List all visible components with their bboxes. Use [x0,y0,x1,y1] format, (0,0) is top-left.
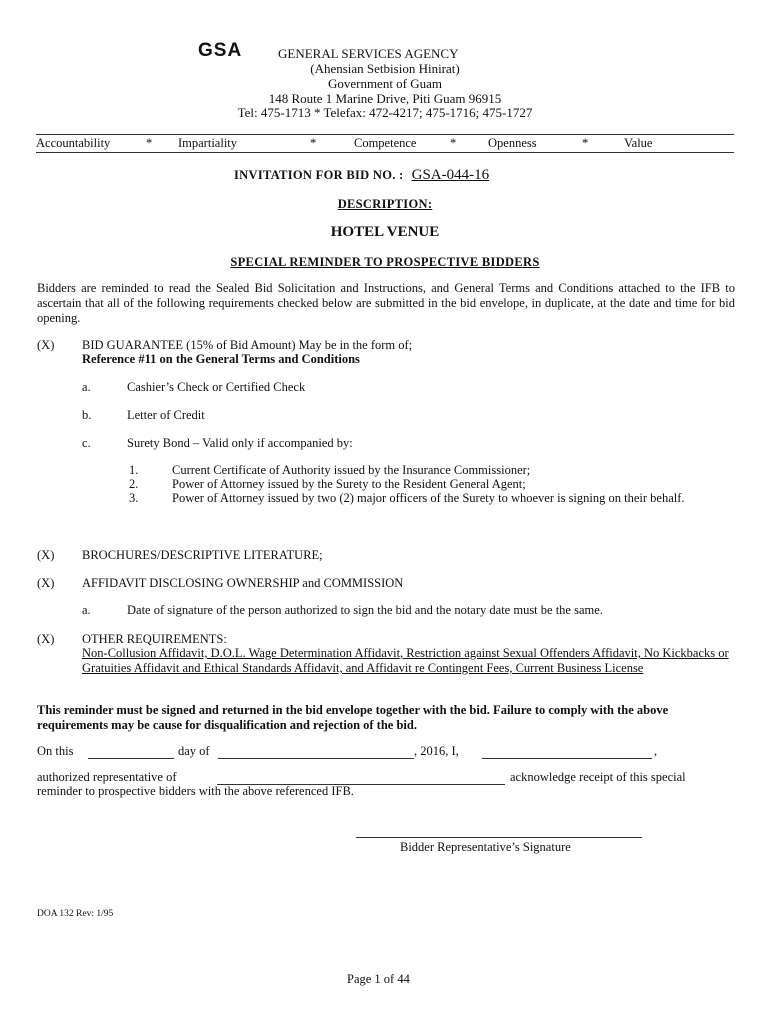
agency-subtitle: (Ahensian Setbision Hinirat) [310,61,460,76]
agency-phone: Tel: 475-1713 * Telefax: 472-4217; 475-1716; 475-1727 [237,105,533,120]
option-letter: b. [82,408,92,422]
description-value: HOTEL VENUE [330,224,440,240]
page-number: Page 1 of 44 [347,972,410,986]
invitation-label: INVITATION FOR BID NO. : [234,168,404,182]
other-text: OTHER REQUIREMENTS: [82,632,227,646]
bid-guarantee-reference: Reference #11 on the General Terms and Conditions [82,352,360,366]
ack-line2: reminder to prospective bidders with the above referenced IFB. [37,784,354,798]
value-competence: Competence [354,136,417,150]
value-separator: * [582,136,589,150]
option-surety-bond: Surety Bond – Valid only if accompanied by: [127,436,353,450]
value-accountability: Accountability [36,136,111,150]
signature-line[interactable] [356,837,642,838]
bid-guarantee-text: BID GUARANTEE (15% of Bid Amount) May be in the form of; [82,338,413,352]
option-letter-of-credit: Letter of Credit [127,408,205,422]
surety-item-number: 1. [129,463,139,477]
surety-item-text: Power of Attorney issued by two (2) major officers of the Surety to whoever is signing on their behalf. [172,491,685,505]
option-letter: c. [82,436,91,450]
surety-item-number: 2. [129,477,139,491]
affidavit-sub-letter: a. [82,603,91,617]
ack-year: , 2016, I, [414,744,459,758]
ack-acknowledge: acknowledge receipt of this special [510,770,686,784]
bid-guarantee-mark: (X) [37,338,55,352]
value-impartiality: Impartiality [178,136,238,150]
option-cashiers-check: Cashier’s Check or Certified Check [127,380,306,394]
ack-on-this: On this [37,744,74,758]
affidavit-sub-text: Date of signature of the person authorized to sign the bid and the notary date must be the same. [127,603,603,617]
invitation-line [234,166,489,184]
name-blank[interactable] [482,758,652,759]
day-blank[interactable] [88,758,174,759]
surety-item-number: 3. [129,491,139,505]
value-openness: Openness [488,136,537,150]
ack-authorized: authorized representative of [37,770,177,784]
agency-address: 148 Route 1 Marine Drive, Piti Guam 96915 [268,91,502,106]
value-value: Value [624,136,653,150]
bid-number: GSA-044-16 [411,167,490,183]
ack-comma: , [654,744,658,758]
ack-day-of: day of [178,744,210,758]
affidavit-mark: (X) [37,576,55,590]
month-blank[interactable] [218,758,414,759]
value-separator: * [146,136,153,150]
brochures-mark: (X) [37,548,55,562]
description-label: DESCRIPTION: [337,197,433,211]
surety-item-text: Power of Attorney issued by the Surety to the Resident General Agent; [172,477,526,491]
surety-item-text: Current Certificate of Authority issued by the Insurance Commissioner; [172,463,531,477]
agency-name: GENERAL SERVICES AGENCY [278,46,459,61]
other-details: Non-Collusion Affidavit, D.O.L. Wage Determination Affidavit, Restriction against Sexual Offenders Affidavit, No Kickbacks or Gratuities Affidavit and Ethical Standards Affidavit, and Affidavit re Contingent Fees, Current Business License [82,646,729,675]
signature-label: Bidder Representative’s Signature [400,840,571,854]
option-letter: a. [82,380,91,394]
brochures-text: BROCHURES/DESCRIPTIVE LITERATURE; [82,548,323,562]
values-bar [36,134,734,153]
form-code: DOA 132 Rev: 1/95 [37,909,114,919]
warning-text: This reminder must be signed and returned in the bid envelope together with the bid. Failure to comply with the above requirements may be cause for disqualification and rejection of the bid. [37,703,669,732]
value-separator: * [310,136,317,150]
value-separator: * [450,136,457,150]
intro-paragraph: Bidders are reminded to read the Sealed Bid Solicitation and Instructions, and General Terms and Conditions attached to the IFB to ascertain that all of the following requirements checked below are submitted in the bid envelope, in duplicate, at the date and time for bid opening. [37,281,735,325]
other-mark: (X) [37,632,55,646]
reminder-title: SPECIAL REMINDER TO PROSPECTIVE BIDDERS [230,255,540,269]
government-name: Government of Guam [327,76,443,91]
gsa-logo: GSA [198,40,243,61]
affidavit-text: AFFIDAVIT DISCLOSING OWNERSHIP and COMMISSION [82,576,404,590]
